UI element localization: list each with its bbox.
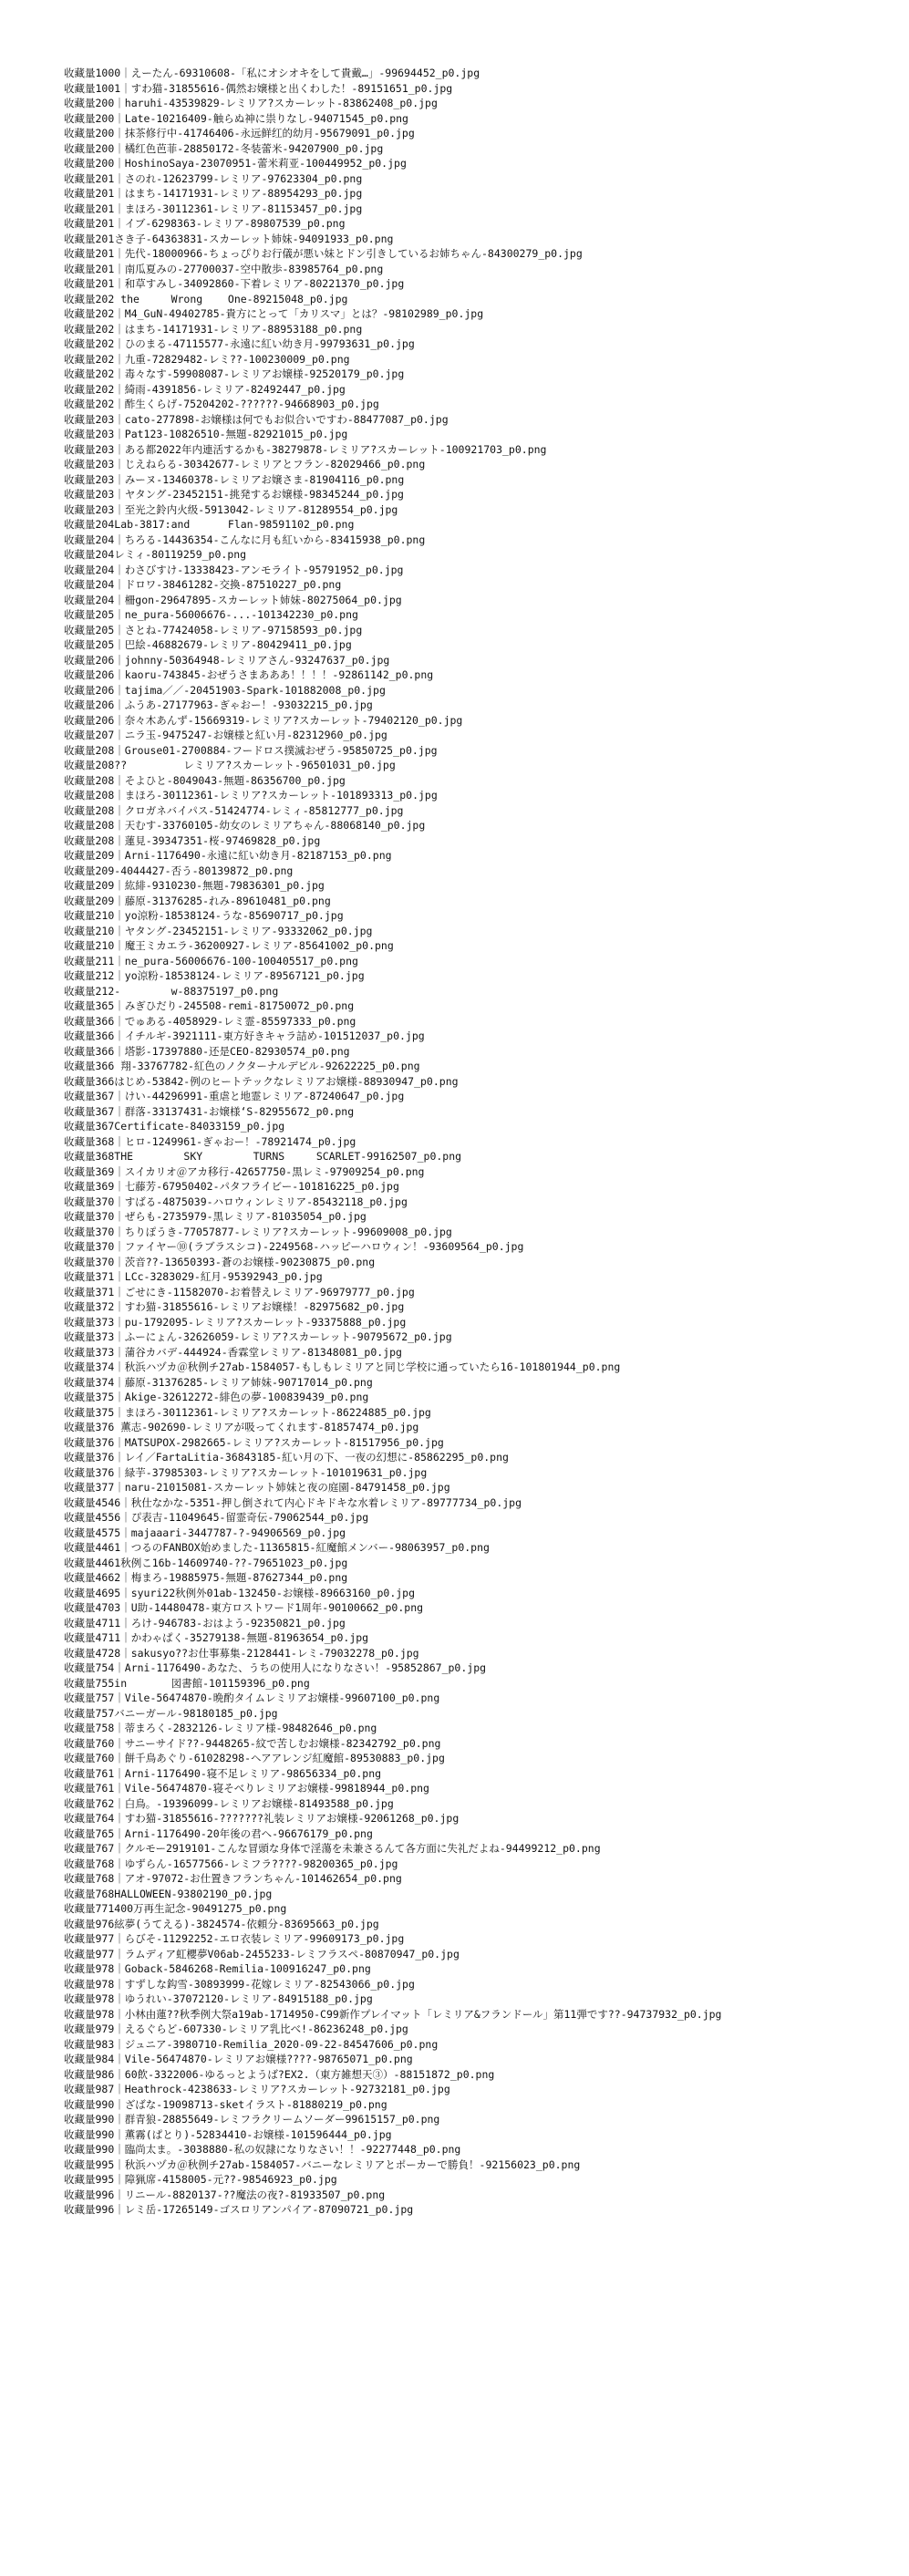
list-item: 收藏量202｜ひのまる-47115577-永遠に紅い幼き月-99793631_p0.jpg [64, 337, 415, 350]
list-item: 收藏量4662｜梅まろ-19885975-無題-87627344_p0.png [64, 1571, 348, 1584]
list-item: 收藏量372｜すわ猫-31855616-レミリアお嬢様！-82975682_p0.jpg [64, 1300, 405, 1313]
list-item: 收藏量201｜先代-18000966-ちょっぴりお行儀が悪い妹とドン引きしているお姉ちゃん-84300279_p0.jpg [64, 247, 583, 260]
list-item: 收藏量208｜クロガネバイパス-51424774-レミィ-85812777_p0.jpg [64, 803, 404, 817]
list-item: 收藏量987｜Heathrock-4238633-レミリア?スカーレット-92732181_p0.jpg [64, 2083, 450, 2095]
list-item: 收藏量4461秋例こ16b-14609740-??-79651023_p0.jpg [64, 1556, 348, 1569]
list-item: 收藏量370｜ちりぽうき-77057877-レミリア?スカーレット-99609008_p0.jpg [64, 1225, 452, 1238]
list-item: 收藏量204Lab-3817:and Flan-98591102_p0.png [64, 518, 355, 531]
list-item: 收藏量996｜レミ岳-17265149-ゴスロリアンパイア-87090721_p0.jpg [64, 2203, 414, 2216]
list-item: 收藏量368THE SKY TURNS SCARLET-99162507_p0.png [64, 1150, 462, 1163]
list-item: 收藏量204｜柵gon-29647895-スカーレット姉妹-80275064_p0.jpg [64, 593, 402, 606]
list-item: 收藏量990｜群青狼-28855649-レミフラクリームソーダー99615157_p0.png [64, 2113, 440, 2126]
list-item: 收藏量201｜南瓜夏みの-27700037-空中散歩-83985764_p0.png [64, 262, 384, 275]
list-item: 收藏量990｜ざばな-19098713-sketイラスト-81880219_p0.png [64, 2097, 387, 2111]
list-item: 收藏量754｜Arni-1176490-あなた、うちの使用人になりなさい！-95852867_p0.jpg [64, 1661, 487, 1674]
list-item: 收藏量370｜ぜらも-2735979-黒レミリア-81035054_p0.jpg [64, 1210, 367, 1223]
list-item: 收藏量367｜群落-33137431-お嬢様‘S-82955672_p0.png [64, 1104, 355, 1118]
list-item: 收藏量1001｜すわ猫-31855616-偶然お嬢様と出くわした！-89151651_p0.jpg [64, 81, 453, 95]
list-item: 收藏量201｜はまち-14171931-レミリア-88954293_p0.jpg [64, 187, 363, 200]
list-item: 收藏量201｜さのれ-12623799-レミリア-97623304_p0.png [64, 171, 363, 185]
list-item: 收藏量203｜ヤタング-23452151-挑発するお嬢様-98345244_p0.jpg [64, 488, 404, 501]
list-item: 收藏量4546｜秋仕なかな-5351-押し倒されて内心ドキドキな水着レミリア-89777734_p0.jpg [64, 1495, 522, 1509]
list-item: 收藏量4703｜U助-14480478-東方ロストワード1周年-90100662_p0.png [64, 1601, 424, 1614]
list-item: 收藏量979｜えるぐらど-607330-レミリア乳比べ!-86236248_p0.jpg [64, 2023, 408, 2035]
list-item: 收藏量365｜みぎひだり-245508-remi-81750072_p0.png [64, 999, 355, 1012]
list-item: 收藏量370｜ファイヤー⑩(ラブラスシコ)-2249568-ハッピーハロウィン！-93609564_p0.jpg [64, 1240, 524, 1253]
list-item: 收藏量990｜臨尚太ま。-3038880-私の奴隷になりなさい！！-92277448_p0.png [64, 2143, 461, 2156]
list-item: 收藏量366｜塔影-17397880-还是CEO-82930574_p0.png [64, 1044, 350, 1058]
list-item: 收藏量977｜らびそ-11292252-エロ衣装レミリア-99609173_p0.jpg [64, 1932, 405, 1945]
list-item: 收藏量204｜ドロワ-38461282-交換-87510227_p0.png [64, 578, 342, 591]
list-item: 收藏量206｜johnny-50364948-レミリアさん-93247637_p0.jpg [64, 653, 390, 667]
list-item: 收藏量374｜秋浜ハヅカ＠秋例チ27ab-1584057-もしもレミリアと同じ学校に通っていたら16-101801944_p0.png [64, 1360, 621, 1373]
list-item: 收藏量4711｜ろけ-946783-おはよう-92350821_p0.jpg [64, 1616, 346, 1629]
list-item: 收藏量208?? レミリア?スカーレット-96501031_p0.jpg [64, 759, 396, 771]
list-item: 收藏量203｜ある都2022年内連活するかも-38279878-レミリア?スカーレット-100921703_p0.png [64, 442, 547, 456]
list-item: 收藏量204｜わさびすけ-13338423-アンモライト-95791952_p0.jpg [64, 563, 404, 576]
list-item: 收藏量367Certificate-84033159_p0.jpg [64, 1120, 285, 1133]
list-item: 收藏量203｜みーヌ-13460378-レミリアお嬢さま-81904116_p0.png [64, 472, 405, 486]
list-item: 收藏量978｜ゆうれい-37072120-レミリア-84915188_p0.jpg [64, 1992, 373, 2005]
list-item: 收藏量4461｜つるのFANBOX始めました-11365815-紅魔館メンバー-98063957_p0.png [64, 1541, 490, 1554]
list-item: 收藏量210｜yo涼粉-18538124-うな-85690717_p0.jpg [64, 909, 344, 922]
list-item: 收藏量212｜yo涼粉-18538124-レミリア-89567121_p0.jpg [64, 969, 365, 982]
list-item: 收藏量366はじめ-53842-例のヒートテックなレミリアお嬢様-88930947_p0.png [64, 1074, 459, 1088]
list-item: 收藏量208｜天むす-33760105-幼女のレミリアちゃん-88068140_p0.jpg [64, 819, 426, 832]
list-item: 收藏量760｜サニーサイド??-9448265-紋で苦しむお嬢様-82342792_p0.png [64, 1736, 441, 1750]
list-item: 收藏量4711｜かわゃぱく-35279138-無題-81963654_p0.jpg [64, 1631, 369, 1644]
list-item: 收藏量210｜ヤタング-23452151-レミリア-93332062_p0.jpg [64, 924, 373, 937]
list-item: 收藏量373｜pu-1792095-レミリア?スカーレット-93375888_p0.jpg [64, 1315, 407, 1329]
list-item: 收藏量4556｜ぴ表吉-11049645-留霊奇伝-79062544_p0.jpg [64, 1511, 369, 1524]
list-item: 收藏量990｜薫霧(ぱとり)-52834410-お嬢様-101596444_p0.jpg [64, 2127, 392, 2141]
list-item: 收藏量978｜すずしな鈎雪-30893999-花嫁レミリア-82543066_p0.jpg [64, 1977, 415, 1991]
list-item: 收藏量200｜橘红色芭菲-28850172-冬装蕾米-94207900_p0.jpg [64, 141, 384, 155]
list-item: 收藏量201｜イブ-6298363-レミリア-89807539_p0.png [64, 217, 346, 230]
list-item: 收藏量755in 図書館-101159396_p0.png [64, 1676, 310, 1690]
list-item: 收藏量4695｜syuri22秋例外01ab-132450-お嬢様-89663160_p0.jpg [64, 1586, 416, 1599]
list-item: 收藏量369｜スイカリオ＠アカ移行-42657750-黒レミ-97909254_p0.png [64, 1164, 425, 1178]
list-item: 收藏量202｜毒々なす-59908087-レミリアお嬢様-92520179_p0.jpg [64, 367, 405, 380]
list-item: 收藏量203｜cato-277898-お嬢様は何でもお似合いですわ-88477087_p0.jpg [64, 412, 449, 426]
list-item: 收藏量205｜ne_pura-56006676-...-101342230_p0.png [64, 608, 358, 621]
list-item: 收藏量210｜魔王ミカエラ-36200927-レミリア-85641002_p0.png [64, 939, 394, 952]
list-item: 收藏量995｜障猟席-4158005-元??-98546923_p0.jpg [64, 2173, 337, 2186]
list-item: 收藏量366｜でゅある-4058929-レミ霊-85597333_p0.png [64, 1014, 356, 1028]
list-item: 收藏量206｜ふうあ-27177963-ぎゃおー！-93032215_p0.jpg [64, 698, 373, 711]
list-item: 收藏量209｜藤原-31376285-れみ-89610481_p0.png [64, 894, 331, 907]
list-item: 收藏量767｜クルモー2919101-こんな冒頭な身体で淫蕩を未兼さるんて各方面に失礼だよね-94499212_p0.png [64, 1842, 601, 1855]
list-item: 收藏量4728｜sakusyo??お仕事募集-2128441-レミ-79032278_p0.jpg [64, 1646, 419, 1660]
list-item: 收藏量373｜ふーにょん-32626059-レミリア?スカーレット-90795672_p0.jpg [64, 1330, 452, 1343]
list-item: 收藏量200｜haruhi-43539829-レミリア?スカーレット-83862408_p0.jpg [64, 97, 438, 109]
list-item: 收藏量371｜LCc-3283029-紅月-95392943_p0.jpg [64, 1270, 323, 1283]
list-item: 收藏量200｜HoshinoSaya-23070951-蕾米莉亚-100449952_p0.jpg [64, 157, 407, 170]
list-item: 收藏量203｜じえねらる-30342677-レミリアとフラン-82029466_p0.png [64, 458, 426, 471]
list-item: 收藏量202｜九重-72829482-レミ??-100230009_p0.png [64, 352, 350, 366]
list-item: 收藏量202 the Wrong One-89215048_p0.jpg [64, 292, 348, 305]
list-item: 收藏量209｜紘緋-9310230-無題-79836301_p0.jpg [64, 879, 325, 892]
list-item: 收藏量373｜蒲谷カバデ-444924-香霖堂レミリア-81348081_p0.jpg [64, 1345, 402, 1359]
list-item: 收藏量768HALLOWEEN-93802190_p0.jpg [64, 1887, 273, 1900]
list-item: 收藏量206｜kaoru-743845-おぜうさまあああ！！！！-92861142_p0.png [64, 668, 434, 681]
list-item: 收藏量996｜リニール-8820137-??魔法の夜?-81933507_p0.png [64, 2188, 386, 2201]
list-item: 收藏量1000｜えーたん-69310608-「私にオシオキをして貴戴…」-99694452_p0.jpg [64, 67, 480, 79]
list-item: 收藏量4575｜majaaari-3447787-?-94906569_p0.jpg [64, 1526, 346, 1539]
list-item: 收藏量764｜すわ猫-31855616-???????礼装レミリアお嬢様-92061268_p0.jpg [64, 1812, 460, 1825]
list-item: 收藏量206｜奈々木あんず-15669319-レミリア?スカーレット-79402120_p0.jpg [64, 713, 463, 727]
list-item: 收藏量211｜ne_pura-56006676-100-100405517_p0.png [64, 954, 358, 967]
list-item: 收藏量205｜さとね-77424058-レミリア-97158593_p0.jpg [64, 623, 363, 636]
list-item: 收藏量376 薫志-902690-レミリアが吸ってくれます-81857474_p0.jpg [64, 1421, 419, 1433]
list-item: 收藏量761｜Vile-56474870-寝そべりレミリアお嬢様-99818944_p0.png [64, 1782, 429, 1795]
list-item: 收藏量208｜そよひと-8049043-無題-86356700_p0.jpg [64, 773, 346, 787]
list-item: 收藏量207｜ニラ玉-9475247-お嬢様と紅い月-82312960_p0.jpg [64, 729, 387, 741]
list-item: 收藏量375｜Akige-32612272-緋色の夢-100839439_p0.png [64, 1391, 369, 1403]
list-item: 收藏量200｜抹茶修行中-41746406-永远鲜红的幼月-95679091_p0.jpg [64, 127, 415, 140]
list-item: 收藏量983｜ジュニア-3980710-Remilia_2020-09-22-84547606_p0.png [64, 2037, 439, 2051]
list-item: 收藏量202｜酢生くらげ-75204202-??????-94668903_p0.jpg [64, 398, 379, 410]
list-item: 收藏量375｜まほろ-30112361-レミリア?スカーレット-86224885_p0.jpg [64, 1405, 431, 1419]
list-item: 收藏量204レミィ-80119259_p0.png [64, 548, 247, 561]
list-item: 收藏量368｜ヒロ-1249961-ぎゃおー！-78921474_p0.jpg [64, 1134, 356, 1148]
list-item: 收藏量995｜秋浜ハヅカ＠秋例チ27ab-1584057-バニーなレミリアとポーカーで勝負！-92156023_p0.png [64, 2157, 581, 2171]
list-item: 收藏量771400万再生記念-90491275_p0.png [64, 1902, 287, 1915]
list-item: 收藏量208｜まほろ-30112361-レミリア?スカーレット-101893313_p0.jpg [64, 789, 438, 802]
list-item: 收藏量757｜Vile-56474870-晩酌タイムレミリアお嬢様-99607100_p0.png [64, 1691, 440, 1704]
list-item: 收藏量377｜naru-21015081-スカーレット姉妹と夜の庭園-84791458_p0.jpg [64, 1481, 450, 1494]
list-item: 收藏量376｜レイ／FartaLitia-36843185-紅い月の下、一夜の幻想に-85862295_p0.png [64, 1451, 509, 1464]
list-item: 收藏量208｜蓮見-39347351-桜-97469828_p0.jpg [64, 833, 321, 847]
list-item: 收藏量370｜すばる-4875039-ハロウィンレミリア-85432118_p0.jpg [64, 1195, 408, 1208]
list-item: 收藏量200｜Late-10216409-触らぬ神に祟りなし-94071545_p0.png [64, 111, 408, 125]
list-item: 收藏量976絃夢(うてえる)-3824574-依頼分-83695663_p0.jpg [64, 1917, 379, 1930]
list-item: 收藏量370｜茨音??-13650393-蒼のお嬢様-90230875_p0.png [64, 1255, 376, 1268]
list-item: 收藏量209-4044427-否う-80139872_p0.png [64, 864, 294, 877]
list-item: 收藏量208｜Grouse01-2700884-フードロス撲滅おぜう-95850725_p0.jpg [64, 743, 438, 757]
list-item: 收藏量768｜ゆずらん-16577566-レミフラ????-98200365_p0.jpg [64, 1857, 398, 1870]
list-item: 收藏量371｜ごせにき-11582070-お着替えレミリア-96979777_p0.jpg [64, 1285, 415, 1298]
list-item: 收藏量369｜七藤芳-67950402-パタフライビー-101816225_p0.jpg [64, 1180, 399, 1193]
list-item: 收藏量212- w-88375197_p0.png [64, 984, 279, 998]
list-item: 收藏量760｜餅千鳥あぐり-61028298-ヘアアレンジ紅魔館-89530883_p0.jpg [64, 1752, 445, 1764]
list-item: 收藏量366｜イチルギ-3921111-東方好きキャラ詰め-101512037_p0.jpg [64, 1029, 425, 1042]
list-item: 收藏量762｜白鳥。-19396099-レミリアお嬢様-81493588_p0.jpg [64, 1796, 394, 1810]
list-item: 收藏量376｜緑芋-37985303-レミリア?スカーレット-101019631_p0.jpg [64, 1465, 428, 1479]
list-item: 收藏量984｜Vile-56474870-レミリアお嬢様????-98765071_p0.png [64, 2053, 413, 2065]
list-item: 收藏量202｜はまち-14171931-レミリア-88953188_p0.png [64, 322, 363, 336]
list-item: 收藏量765｜Arni-1176490-20年後の君へ-96676179_p0.png [64, 1826, 373, 1840]
list-item: 收藏量758｜蒂まろく-2832126-レミリア様-98482646_p0.png [64, 1722, 377, 1734]
list-item: 收藏量209｜Arni-1176490-永遠に紅い幼き月-82187153_p0.png [64, 849, 392, 862]
list-item: 收藏量978｜小林由蓮??秋季例大祭a19ab-1714950-C99新作プレイマット「レミリア&フランドール」第11弾です??-94737932_p0.jpg [64, 2007, 722, 2021]
list-item: 收藏量203｜至光之鈴内火级-5913042-レミリア-81289554_p0.jpg [64, 502, 398, 516]
list-item: 收藏量202｜綺雨-4391856-レミリア-82492447_p0.jpg [64, 382, 346, 396]
list-item: 收藏量202｜M4_GuN-49402785-貴方にとって「カリスマ」とは？-98102989_p0.jpg [64, 307, 484, 320]
list-item: 收藏量201さき子-64363831-スカーレット姉妹-94091933_p0.png [64, 232, 394, 245]
list-item: 收藏量366 翔-33767782-紅色のノクターナルデビル-92622225_p0.png [64, 1060, 420, 1072]
list-item: 收藏量201｜和草すみし-34092860-下着レミリア-80221370_p0.jpg [64, 277, 405, 290]
list-item: 收藏量986｜60飲-3322006-ゆるっとようば?EX2.（東方雑想天③）-88151872_p0.png [64, 2067, 495, 2081]
list-item: 收藏量768｜アオ-97072-お仕置きフランちゃん-101462654_p0.png [64, 1872, 402, 1885]
list-item: 收藏量367｜けい-44296991-重虐と地霊レミリア-87240647_p0.jpg [64, 1090, 405, 1102]
file-list [64, 66, 903, 2218]
list-item: 收藏量376｜MATSUPOX-2982665-レミリア?スカーレット-81517956_p0.jpg [64, 1435, 444, 1449]
list-item: 收藏量206｜tajima／／-20451903-Spark-101882008_p0.jpg [64, 683, 386, 697]
list-item: 收藏量977｜ラムディア虹櫻夢V06ab-2455233-レミフラスペ-80870947_p0.jpg [64, 1947, 460, 1960]
list-item: 收藏量761｜Arni-1176490-寝不足レミリア-98656334_p0.png [64, 1766, 382, 1780]
list-item: 收藏量374｜藤原-31376285-レミリア姉妹-90717014_p0.png [64, 1375, 373, 1389]
list-item: 收藏量204｜ちろる-14436354-こんなに月も紅いから-83415938_p0.png [64, 533, 426, 546]
list-item: 收藏量978｜Goback-5846268-Remilia-100916247_p0.png [64, 1962, 371, 1975]
list-item: 收藏量201｜まほろ-30112361-レミリア-81153457_p0.jpg [64, 202, 363, 215]
list-item: 收藏量203｜Pat123-10826510-無題-82921015_p0.jpg [64, 428, 348, 440]
list-item: 收藏量757バニーガール-98180185_p0.jpg [64, 1706, 278, 1720]
list-item: 收藏量205｜巴絵-46882679-レミリア-80429411_p0.jpg [64, 638, 352, 651]
